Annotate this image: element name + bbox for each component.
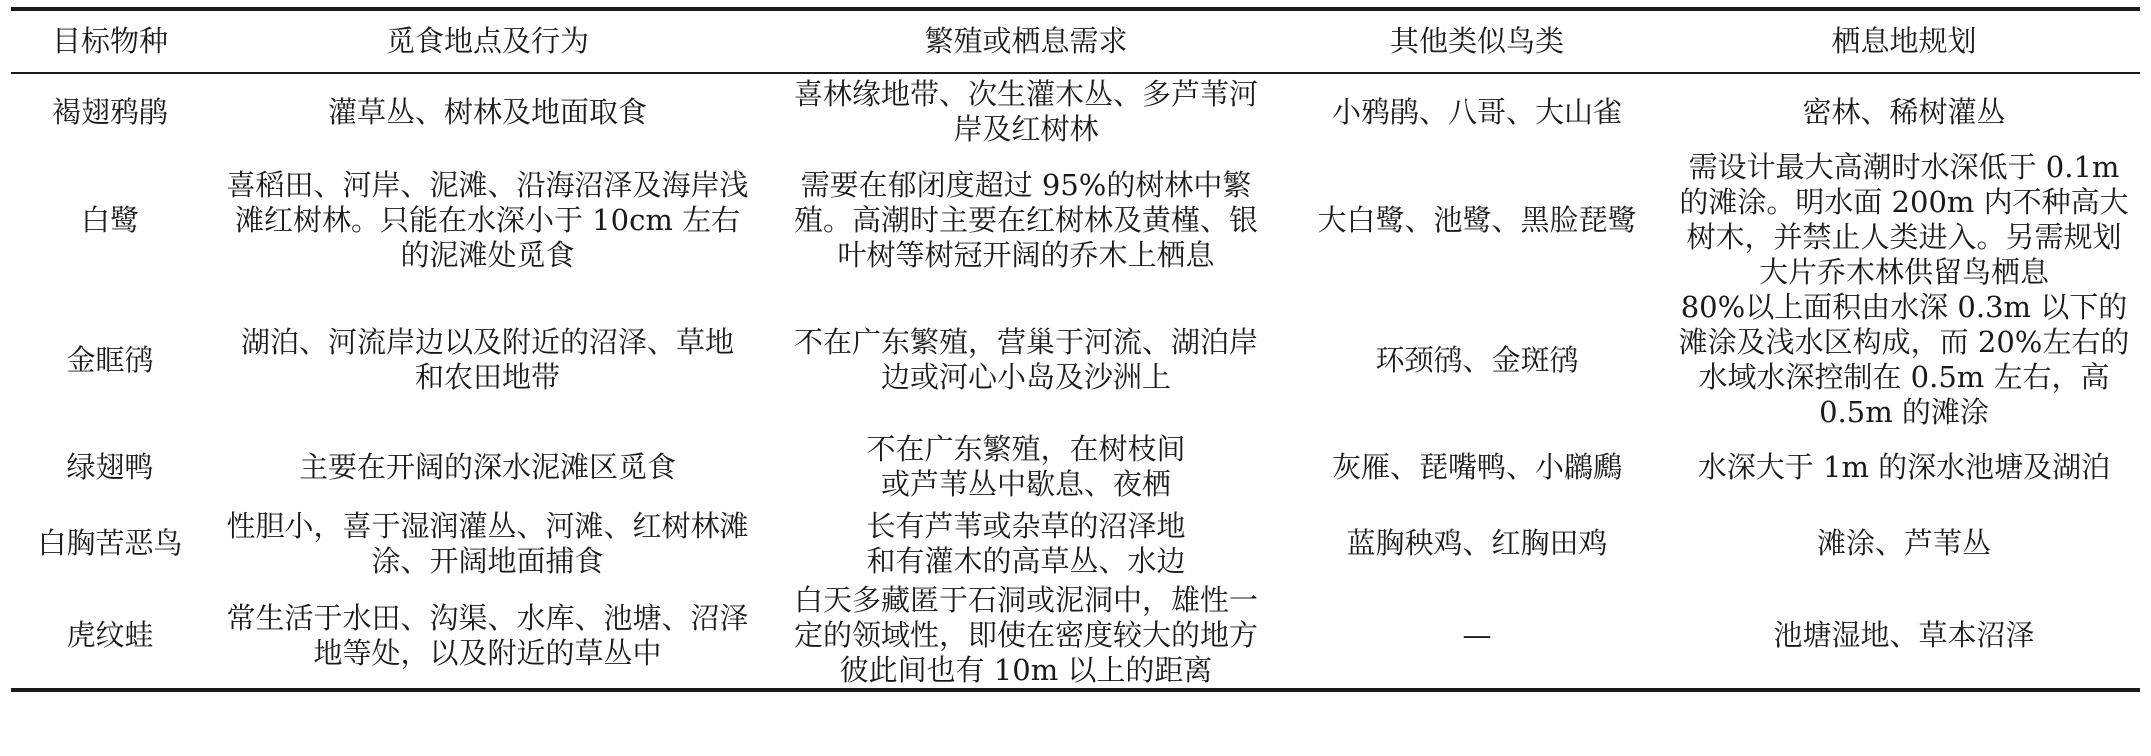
plan-line: 池塘湿地、草本沼泽 xyxy=(1773,618,2035,652)
forage-cell xyxy=(209,150,766,290)
plan-line: 大片乔木林供留鸟栖息 xyxy=(1758,255,2049,289)
plan-cell xyxy=(1668,504,2140,583)
breed-cell xyxy=(766,290,1286,430)
forage-line: 主要在开阔的深水泥滩区觅食 xyxy=(298,449,676,484)
species-cell: 金眶鸻 xyxy=(66,342,154,377)
species-cell: 虎纹蛙 xyxy=(66,618,154,652)
forage-line: 和农田地带 xyxy=(414,360,560,394)
plan-cell xyxy=(1668,430,2140,504)
breed-line: 彼此间也有 10m 以上的距离 xyxy=(839,653,1213,687)
table-row xyxy=(11,583,2140,688)
species-cell: 白胸苦恶鸟 xyxy=(37,526,183,560)
breed-line: 叶树等树冠开阔的乔木上栖息 xyxy=(837,237,1215,272)
breed-line: 或芦苇丛中歇息、夜栖 xyxy=(880,467,1171,501)
plan-line: 水深大于 1m 的深水池塘及湖泊 xyxy=(1697,449,2111,484)
plan-line: 80%以上面积由水深 0.3m 以下的 xyxy=(1680,290,2128,324)
breed-line: 不在广东繁殖，营巢于河流、湖泊岸 xyxy=(793,325,1258,359)
plan-line: 树木，并禁止人类进入。另需规划 xyxy=(1686,220,2122,254)
species-cell: 绿翅鸭 xyxy=(66,449,154,484)
forage-cell xyxy=(209,430,766,504)
header-similar-birds: 其他类似鸟类 xyxy=(1389,24,1564,58)
plan-line: 需设计最大高潮时水深低于 0.1m xyxy=(1688,150,2120,184)
similar-cell: 大白鹭、池鹭、黑脸琵鹭 xyxy=(1317,202,1637,237)
breed-line: 边或河心小岛及沙洲上 xyxy=(880,360,1171,394)
forage-line: 喜稻田、河岸、泥滩、沿海沼泽及海岸浅 xyxy=(226,167,749,202)
breed-line: 白天多藏匿于石洞或泥洞中，雄性一 xyxy=(793,583,1258,617)
habitat-planning-table-body xyxy=(11,74,2140,688)
breed-line: 岸及红树林 xyxy=(953,112,1099,146)
header-breeding: 繁殖或栖息需求 xyxy=(924,24,1128,58)
similar-cell: 环颈鸻、金斑鸻 xyxy=(1375,342,1579,377)
species-cell: 白鹭 xyxy=(80,202,139,237)
table-row xyxy=(11,290,2140,430)
breed-line: 长有芦苇或杂草的沼泽地 xyxy=(866,508,1186,543)
plan-line: 滩涂、芦苇丛 xyxy=(1816,526,1991,560)
similar-cell: — xyxy=(1462,618,1492,652)
forage-line: 涂、开阔地面捕食 xyxy=(371,543,604,578)
breed-cell xyxy=(766,74,1286,150)
plan-line: 水域水深控制在 0.5m 左右，高 xyxy=(1698,360,2110,394)
similar-cell: 灰雁、琵嘴鸭、小鸊鷉 xyxy=(1331,449,1622,484)
breed-line: 和有灌木的高草丛、水边 xyxy=(866,543,1186,578)
plan-line: 滩涂及浅水区构成，而 20%左右的 xyxy=(1678,325,2130,359)
habitat-table-container xyxy=(11,7,2140,692)
forage-cell xyxy=(209,290,766,430)
breed-line: 定的领域性，即使在密度较大的地方 xyxy=(793,618,1258,652)
plan-cell xyxy=(1668,150,2140,290)
forage-line: 地等处，以及附近的草丛中 xyxy=(313,635,662,670)
breed-cell xyxy=(766,150,1286,290)
habitat-planning-table xyxy=(11,11,2140,72)
breed-cell xyxy=(766,583,1286,688)
header-target-species: 目标物种 xyxy=(51,24,168,58)
table-row xyxy=(11,504,2140,583)
forage-cell xyxy=(209,504,766,583)
plan-line: 密林、稀树灌丛 xyxy=(1802,94,2006,129)
plan-line: 的滩涂。明水面 200m 内不种高大 xyxy=(1679,185,2129,219)
forage-line: 常生活于水田、沟渠、水库、池塘、沼泽 xyxy=(226,600,749,635)
breed-line: 不在广东繁殖，在树枝间 xyxy=(866,432,1186,466)
similar-cell: 蓝胸秧鸡、红胸田鸡 xyxy=(1346,526,1608,560)
forage-line: 性胆小，喜于湿润灌丛、河滩、红树林滩 xyxy=(226,508,749,543)
table-row xyxy=(11,150,2140,290)
plan-cell xyxy=(1668,74,2140,150)
breed-cell xyxy=(766,504,1286,583)
forage-cell xyxy=(209,74,766,150)
forage-line: 灌草丛、树林及地面取食 xyxy=(327,94,647,129)
breed-line: 喜林缘地带、次生灌木丛、多芦苇河 xyxy=(793,77,1258,111)
plan-line: 0.5m 的滩涂 xyxy=(1819,395,1989,429)
header-foraging: 觅食地点及行为 xyxy=(385,24,589,58)
table-bottom-rule xyxy=(11,688,2140,692)
forage-line: 湖泊、河流岸边以及附近的沼泽、草地 xyxy=(240,325,734,359)
breed-line: 需要在郁闭度超过 95%的树林中繁 xyxy=(800,167,1252,202)
breed-cell xyxy=(766,430,1286,504)
table-header-row xyxy=(11,11,2140,72)
table-row xyxy=(11,430,2140,504)
forage-cell xyxy=(209,583,766,688)
similar-cell: 小鸦鹃、八哥、大山雀 xyxy=(1331,94,1622,129)
plan-cell xyxy=(1668,290,2140,430)
header-habitat-plan: 栖息地规划 xyxy=(1831,24,1977,58)
forage-line: 滩红树林。只能在水深小于 10cm 左右 xyxy=(234,202,741,237)
plan-cell xyxy=(1668,583,2140,688)
species-cell: 褐翅鸦鹃 xyxy=(51,94,168,129)
table-row xyxy=(11,74,2140,150)
breed-line: 殖。高潮时主要在红树林及黄槿、银 xyxy=(793,202,1258,237)
forage-line: 的泥滩处觅食 xyxy=(400,237,575,272)
